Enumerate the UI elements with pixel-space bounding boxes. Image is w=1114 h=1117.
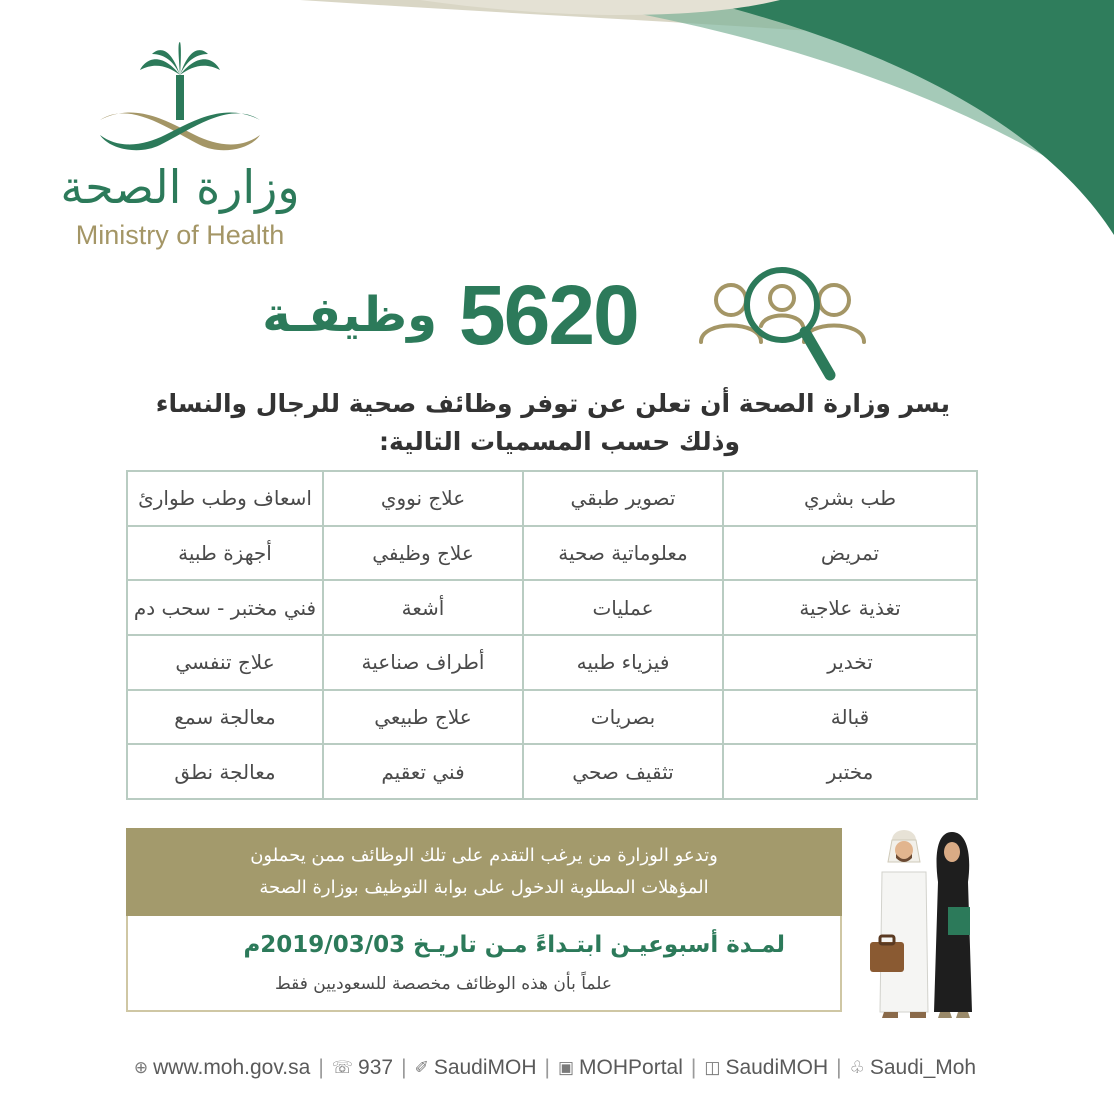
table-row [127,635,977,690]
invitation-line-2: المؤهلات المطلوبة الدخول على بوابة التوظيف بوزارة الصحة [259,877,709,898]
logo-english-text: Ministry of Health [75,220,285,250]
table-cell: فيزياء طبيه [523,635,723,690]
snapchat-icon: ♧ [849,1058,865,1077]
job-titles-table [126,470,978,800]
headline-word: وظيفـة [262,287,437,343]
footer-website[interactable] [134,1056,310,1080]
table-cell: فني تعقيم [323,744,523,799]
divider: | [836,1056,842,1079]
table-cell: أجهزة طبية [127,526,323,581]
table-cell: تغذية علاجية [723,580,977,635]
table-row [127,580,977,635]
table-cell: تثقيف صحي [523,744,723,799]
instagram-text: SaudiMOH [725,1056,829,1079]
youtube-icon: ▣ [557,1058,575,1077]
divider: | [690,1056,697,1079]
saudi-only-note: علماً بأن هذه الوظائف مخصصة للسعوديين فقط [275,974,612,994]
table-cell: مختبر [723,744,977,799]
youtube-text: MOHPortal [579,1056,683,1079]
snapchat-text: Saudi_Moh [869,1056,977,1079]
invitation-box [126,828,842,916]
phone-icon: ☏ [331,1058,354,1077]
table-cell: علاج نووي [323,471,523,526]
footer-instagram[interactable] [704,1056,828,1080]
instagram-icon: ◫ [704,1058,721,1077]
twitter-text: SaudiMOH [433,1056,537,1079]
table-row [127,744,977,799]
table-cell: بصريات [523,690,723,745]
invitation-line-1: وتدعو الوزارة من يرغب التقدم على تلك الوظائف ممن يحملون [250,845,718,866]
table-cell: تخدير [723,635,977,690]
moh-emblem-icon [90,40,270,170]
table-row [127,690,977,745]
table-cell: طب بشري [723,471,977,526]
table-cell: معالجة نطق [127,744,323,799]
table-cell: عمليات [523,580,723,635]
table-cell: علاج طبيعي [323,690,523,745]
logo-arabic-text: وزارة الصحة [60,160,300,214]
twitter-icon: ✐ [414,1058,429,1077]
table-row [127,471,977,526]
headline [220,267,680,362]
table-cell: معالجة سمع [127,690,323,745]
divider: | [318,1056,324,1079]
table-cell: قبالة [723,690,977,745]
table-cell: أطراف صناعية [323,635,523,690]
table-cell: تصوير طبقي [523,471,723,526]
phone-text: 937 [358,1056,394,1079]
table-cell: اسعاف وطب طوارئ [127,471,323,526]
application-period: لمـدة أسبوعيـن ابتـداءً مـن تاريـخ 2019/03/03م [243,932,785,958]
footer-snapchat[interactable] [850,1056,977,1080]
intro-line-1: يسر وزارة الصحة أن تعلن عن توفر وظائف صحية للرجال والنساء [155,389,950,418]
footer-twitter[interactable] [415,1056,537,1080]
people-search-icon [695,260,870,385]
footer-phone[interactable] [332,1056,393,1080]
footer-contacts [110,1050,1000,1086]
intro-line-2: وذلك حسب المسميات التالية: [379,427,740,456]
footer-youtube[interactable] [558,1056,683,1080]
website-text: www.moh.gov.sa [153,1056,311,1079]
period-box [126,916,842,1012]
man-and-woman-illustration [862,822,992,1022]
table-cell: علاج تنفسي [127,635,323,690]
table-cell: معلوماتية صحية [523,526,723,581]
headline-number: 5620 [458,267,638,362]
divider: | [544,1056,550,1079]
table-cell: أشعة [323,580,523,635]
divider: | [401,1056,407,1079]
table-cell: تمريض [723,526,977,581]
intro-text [140,385,950,461]
globe-icon: ⊕ [133,1058,149,1077]
table-cell: فني مختبر - سحب دم [127,580,323,635]
table-cell: علاج وظيفي [323,526,523,581]
table-row [127,526,977,581]
